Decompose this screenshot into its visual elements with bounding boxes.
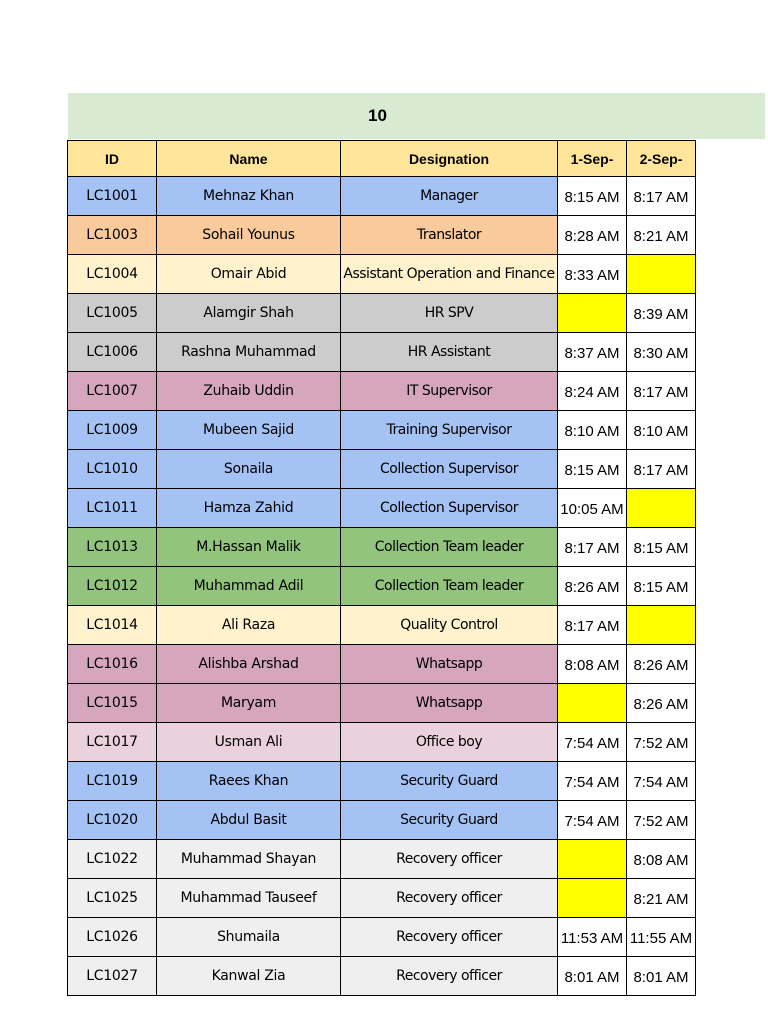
checkin-day2-cell[interactable]: 8:08 AM bbox=[627, 840, 696, 879]
table-row bbox=[68, 372, 696, 411]
designation-cell[interactable]: Recovery officer bbox=[341, 879, 558, 918]
employee-id-cell[interactable]: LC1007 bbox=[68, 372, 157, 411]
table-row bbox=[68, 411, 696, 450]
employee-name-cell[interactable]: Rashna Muhammad bbox=[157, 333, 341, 372]
employee-name-cell[interactable]: Zuhaib Uddin bbox=[157, 372, 341, 411]
employee-id-cell[interactable]: LC1006 bbox=[68, 333, 157, 372]
table-row bbox=[68, 216, 696, 255]
designation-cell[interactable]: HR Assistant bbox=[341, 333, 558, 372]
employee-name-cell[interactable]: Shumaila bbox=[157, 918, 341, 957]
employee-name-cell[interactable]: Omair Abid bbox=[157, 255, 341, 294]
table-row bbox=[68, 684, 696, 723]
employee-name-cell[interactable]: Hamza Zahid bbox=[157, 489, 341, 528]
header-id[interactable]: ID bbox=[68, 141, 157, 177]
checkin-day1-cell[interactable]: 7:54 AM bbox=[558, 723, 627, 762]
attendance-table bbox=[67, 140, 696, 996]
designation-cell[interactable]: Manager bbox=[341, 177, 558, 216]
employee-name-cell[interactable]: Sohail Younus bbox=[157, 216, 341, 255]
checkin-day1-cell[interactable]: 8:17 AM bbox=[558, 528, 627, 567]
employee-id-cell[interactable]: LC1016 bbox=[68, 645, 157, 684]
employee-name-cell[interactable]: Usman Ali bbox=[157, 723, 341, 762]
designation-cell[interactable]: Whatsapp bbox=[341, 684, 558, 723]
designation-cell[interactable]: Training Supervisor bbox=[341, 411, 558, 450]
employee-id-cell[interactable]: LC1025 bbox=[68, 879, 157, 918]
table-row bbox=[68, 255, 696, 294]
designation-cell[interactable]: Security Guard bbox=[341, 762, 558, 801]
table-row bbox=[68, 489, 696, 528]
table-row bbox=[68, 333, 696, 372]
checkin-day2-cell[interactable]: 8:26 AM bbox=[627, 684, 696, 723]
designation-cell[interactable]: Quality Control bbox=[341, 606, 558, 645]
employee-id-cell[interactable]: LC1014 bbox=[68, 606, 157, 645]
employee-id-cell[interactable]: LC1013 bbox=[68, 528, 157, 567]
designation-cell[interactable]: Collection Supervisor bbox=[341, 489, 558, 528]
table-row bbox=[68, 879, 696, 918]
designation-cell[interactable]: Recovery officer bbox=[341, 918, 558, 957]
checkin-day2-cell[interactable]: 8:17 AM bbox=[627, 450, 696, 489]
checkin-day1-cell[interactable]: 8:33 AM bbox=[558, 255, 627, 294]
table-body bbox=[68, 177, 696, 996]
checkin-day2-cell[interactable]: 8:15 AM bbox=[627, 528, 696, 567]
checkin-day1-cell[interactable]: 8:08 AM bbox=[558, 645, 627, 684]
checkin-day1-cell[interactable]: 8:10 AM bbox=[558, 411, 627, 450]
employee-name-cell[interactable]: Abdul Basit bbox=[157, 801, 341, 840]
designation-cell[interactable]: Translator bbox=[341, 216, 558, 255]
employee-name-cell[interactable]: Alamgir Shah bbox=[157, 294, 341, 333]
checkin-day2-cell[interactable]: 8:30 AM bbox=[627, 333, 696, 372]
checkin-day2-cell[interactable]: 7:52 AM bbox=[627, 801, 696, 840]
checkin-day1-cell[interactable]: 7:54 AM bbox=[558, 801, 627, 840]
employee-id-cell[interactable]: LC1001 bbox=[68, 177, 157, 216]
table-row bbox=[68, 567, 696, 606]
checkin-day1-cell[interactable]: 8:37 AM bbox=[558, 333, 627, 372]
header-row bbox=[68, 141, 696, 177]
checkin-day1-cell[interactable]: 7:54 AM bbox=[558, 762, 627, 801]
checkin-day2-cell[interactable]: 8:21 AM bbox=[627, 879, 696, 918]
checkin-day1-cell[interactable]: 8:26 AM bbox=[558, 567, 627, 606]
checkin-day2-cell[interactable]: 11:55 AM bbox=[627, 918, 696, 957]
employee-name-cell[interactable]: Maryam bbox=[157, 684, 341, 723]
designation-cell[interactable]: Collection Supervisor bbox=[341, 450, 558, 489]
table-row bbox=[68, 723, 696, 762]
checkin-day2-cell[interactable]: 8:21 AM bbox=[627, 216, 696, 255]
employee-name-cell[interactable]: Mubeen Sajid bbox=[157, 411, 341, 450]
title-banner bbox=[68, 93, 765, 139]
checkin-day2-cell[interactable] bbox=[627, 255, 696, 294]
checkin-day2-cell[interactable]: 8:39 AM bbox=[627, 294, 696, 333]
designation-cell[interactable]: Collection Team leader bbox=[341, 567, 558, 606]
header-designation[interactable]: Designation bbox=[341, 141, 558, 177]
checkin-day2-cell[interactable]: 7:52 AM bbox=[627, 723, 696, 762]
employee-id-cell[interactable]: LC1027 bbox=[68, 957, 157, 996]
checkin-day1-cell[interactable] bbox=[558, 294, 627, 333]
designation-cell[interactable]: HR SPV bbox=[341, 294, 558, 333]
employee-id-cell[interactable]: LC1015 bbox=[68, 684, 157, 723]
table-row bbox=[68, 294, 696, 333]
designation-cell[interactable]: Recovery officer bbox=[341, 957, 558, 996]
employee-name-cell[interactable]: Muhammad Tauseef bbox=[157, 879, 341, 918]
employee-name-cell[interactable]: Alishba Arshad bbox=[157, 645, 341, 684]
designation-cell[interactable]: Whatsapp bbox=[341, 645, 558, 684]
checkin-day1-cell[interactable]: 8:15 AM bbox=[558, 450, 627, 489]
employee-name-cell[interactable]: Raees Khan bbox=[157, 762, 341, 801]
employee-id-cell[interactable]: LC1003 bbox=[68, 216, 157, 255]
employee-name-cell[interactable]: Mehnaz Khan bbox=[157, 177, 341, 216]
employee-id-cell[interactable]: LC1005 bbox=[68, 294, 157, 333]
checkin-day2-cell[interactable]: 8:15 AM bbox=[627, 567, 696, 606]
header-name[interactable]: Name bbox=[157, 141, 341, 177]
employee-id-cell[interactable]: LC1012 bbox=[68, 567, 157, 606]
checkin-day1-cell[interactable] bbox=[558, 840, 627, 879]
table-row bbox=[68, 645, 696, 684]
employee-name-cell[interactable]: Muhammad Shayan bbox=[157, 840, 341, 879]
designation-cell[interactable]: Recovery officer bbox=[341, 840, 558, 879]
designation-cell[interactable]: Office boy bbox=[341, 723, 558, 762]
checkin-day1-cell[interactable]: 8:01 AM bbox=[558, 957, 627, 996]
employee-id-cell[interactable]: LC1017 bbox=[68, 723, 157, 762]
table-row bbox=[68, 606, 696, 645]
employee-id-cell[interactable]: LC1011 bbox=[68, 489, 157, 528]
banner-number: 10 bbox=[368, 106, 387, 125]
checkin-day2-cell[interactable] bbox=[627, 489, 696, 528]
designation-cell[interactable]: Security Guard bbox=[341, 801, 558, 840]
checkin-day1-cell[interactable] bbox=[558, 879, 627, 918]
table-row bbox=[68, 177, 696, 216]
employee-name-cell[interactable]: Ali Raza bbox=[157, 606, 341, 645]
employee-name-cell[interactable]: Sonaila bbox=[157, 450, 341, 489]
employee-id-cell[interactable]: LC1009 bbox=[68, 411, 157, 450]
checkin-day1-cell[interactable]: 8:24 AM bbox=[558, 372, 627, 411]
checkin-day2-cell[interactable]: 8:17 AM bbox=[627, 372, 696, 411]
checkin-day2-cell[interactable] bbox=[627, 606, 696, 645]
employee-name-cell[interactable]: Kanwal Zia bbox=[157, 957, 341, 996]
checkin-day2-cell[interactable]: 7:54 AM bbox=[627, 762, 696, 801]
checkin-day1-cell[interactable] bbox=[558, 684, 627, 723]
checkin-day2-cell[interactable]: 8:01 AM bbox=[627, 957, 696, 996]
employee-id-cell[interactable]: LC1004 bbox=[68, 255, 157, 294]
table-row bbox=[68, 918, 696, 957]
table-row bbox=[68, 801, 696, 840]
table-row bbox=[68, 528, 696, 567]
checkin-day2-cell[interactable]: 8:26 AM bbox=[627, 645, 696, 684]
table-row bbox=[68, 840, 696, 879]
checkin-day2-cell[interactable]: 8:10 AM bbox=[627, 411, 696, 450]
designation-cell[interactable]: Collection Team leader bbox=[341, 528, 558, 567]
checkin-day2-cell[interactable]: 8:17 AM bbox=[627, 177, 696, 216]
employee-id-cell[interactable]: LC1019 bbox=[68, 762, 157, 801]
employee-name-cell[interactable]: M.Hassan Malik bbox=[157, 528, 341, 567]
employee-id-cell[interactable]: LC1026 bbox=[68, 918, 157, 957]
designation-cell[interactable]: IT Supervisor bbox=[341, 372, 558, 411]
checkin-day1-cell[interactable]: 8:17 AM bbox=[558, 606, 627, 645]
checkin-day1-cell[interactable]: 10:05 AM bbox=[558, 489, 627, 528]
employee-id-cell[interactable]: LC1020 bbox=[68, 801, 157, 840]
checkin-day1-cell[interactable]: 8:15 AM bbox=[558, 177, 627, 216]
checkin-day1-cell[interactable]: 11:53 AM bbox=[558, 918, 627, 957]
employee-id-cell[interactable]: LC1010 bbox=[68, 450, 157, 489]
table-row bbox=[68, 450, 696, 489]
header-day2[interactable]: 2-Sep- bbox=[627, 141, 696, 177]
table-row bbox=[68, 762, 696, 801]
table-row bbox=[68, 957, 696, 996]
designation-cell[interactable]: Assistant Operation and Finance bbox=[341, 255, 558, 294]
checkin-day1-cell[interactable]: 8:28 AM bbox=[558, 216, 627, 255]
employee-id-cell[interactable]: LC1022 bbox=[68, 840, 157, 879]
header-day1[interactable]: 1-Sep- bbox=[558, 141, 627, 177]
employee-name-cell[interactable]: Muhammad Adil bbox=[157, 567, 341, 606]
